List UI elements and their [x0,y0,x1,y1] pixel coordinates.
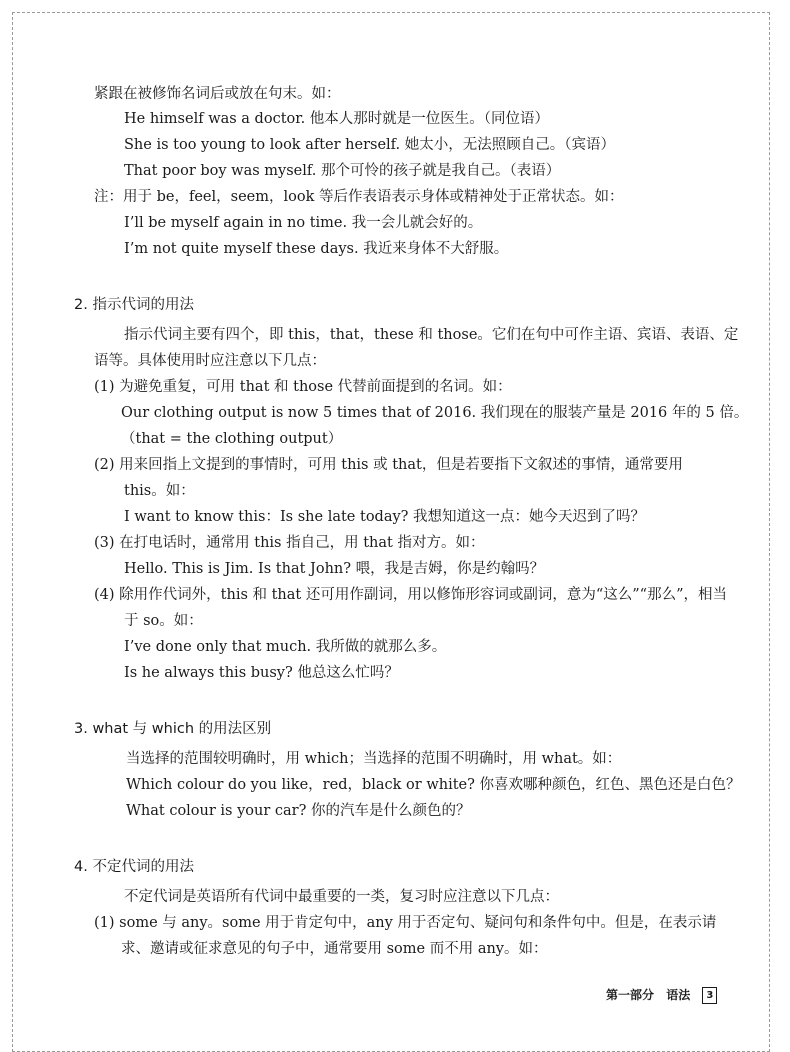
list-item: (2) 用来回指上文提到的事情时，可用 this 或 that，但是若要指下文叙述的事情，通常要用 [94,457,683,473]
example-note: （that = the clothing output） [121,431,343,447]
example-sentence: I want to know this：Is she late today? 我想知道这一点：她今天迟到了吗？ [124,509,646,525]
example-sentence: He himself was a doctor. 他本人那时就是一位医生。（同位语） [124,111,550,127]
note-line: 注：用于 be，feel，seem，look 等后作表语表示身体或精神处于正常状态。如： [94,189,624,205]
section-heading-3: 3. what 与 which 的用法区别 [74,721,272,737]
section-heading-2: 2. 指示代词的用法 [74,297,194,313]
paragraph-line: 不定代词是英语所有代词中最重要的一类，复习时应注意以下几点： [124,889,559,905]
example-sentence: That poor boy was myself. 那个可怜的孩子就是我自己。（表语） [124,163,561,179]
paragraph-line: 当选择的范围较明确时，用 which；当选择的范围不明确时，用 what。如： [126,751,622,767]
list-item: (3) 在打电话时，通常用 this 指自己，用 that 指对方。如： [94,535,485,551]
footer-section: 语法 [666,988,691,1002]
footer-part: 第一部分 [606,988,655,1002]
page-footer [606,986,725,1004]
list-item: (1) 为避免重复，可用 that 和 those 代替前面提到的名词。如： [94,379,512,395]
example-sentence: Our clothing output is now 5 times that of 2016. 我们现在的服装产量是 2016 年的 5 倍。 [121,405,749,421]
paragraph-line: 指示代词主要有四个，即 this，that，these 和 those。它们在句中可作主语、宾语、表语、定 [124,327,739,343]
text-line: 紧跟在被修饰名词后或放在句末。如： [94,86,341,102]
example-sentence: Is he always this busy? 他总这么忙吗？ [124,665,399,681]
list-item-continuation: this。如： [124,483,195,499]
list-item-continuation: 求、邀请或征求意见的句子中，通常要用 some 而不用 any。如： [121,941,548,957]
example-sentence: I’m not quite myself these days. 我近来身体不大舒服。 [124,241,509,257]
list-item: (1) some 与 any。some 用于肯定句中，any 用于否定句、疑问句和条件句中。但是，在表示请 [94,915,717,931]
section-heading-4: 4. 不定代词的用法 [74,859,194,875]
example-sentence: I’ve done only that much. 我所做的就那么多。 [124,639,447,655]
example-sentence: She is too young to look after herself. 她太小，无法照顾自己。（宾语） [124,137,615,153]
list-item: (4) 除用作代词外，this 和 that 还可用作副词，用以修饰形容词或副词，意为“这么”“那么”，相当 [94,587,728,603]
example-sentence: Which colour do you like，red，black or white? 你喜欢哪种颜色，红色、黑色还是白色？ [126,777,741,793]
page-number: 3 [702,987,717,1004]
example-sentence: Hello. This is Jim. Is that John? 喂，我是吉姆，你是约翰吗？ [124,561,545,577]
example-sentence: What colour is your car? 你的汽车是什么颜色的？ [126,803,471,819]
paragraph-line: 语等。具体使用时应注意以下几点： [94,353,326,369]
example-sentence: I’ll be myself again in no time. 我一会儿就会好的。 [124,215,483,231]
list-item-continuation: 于 so。如： [124,613,203,629]
